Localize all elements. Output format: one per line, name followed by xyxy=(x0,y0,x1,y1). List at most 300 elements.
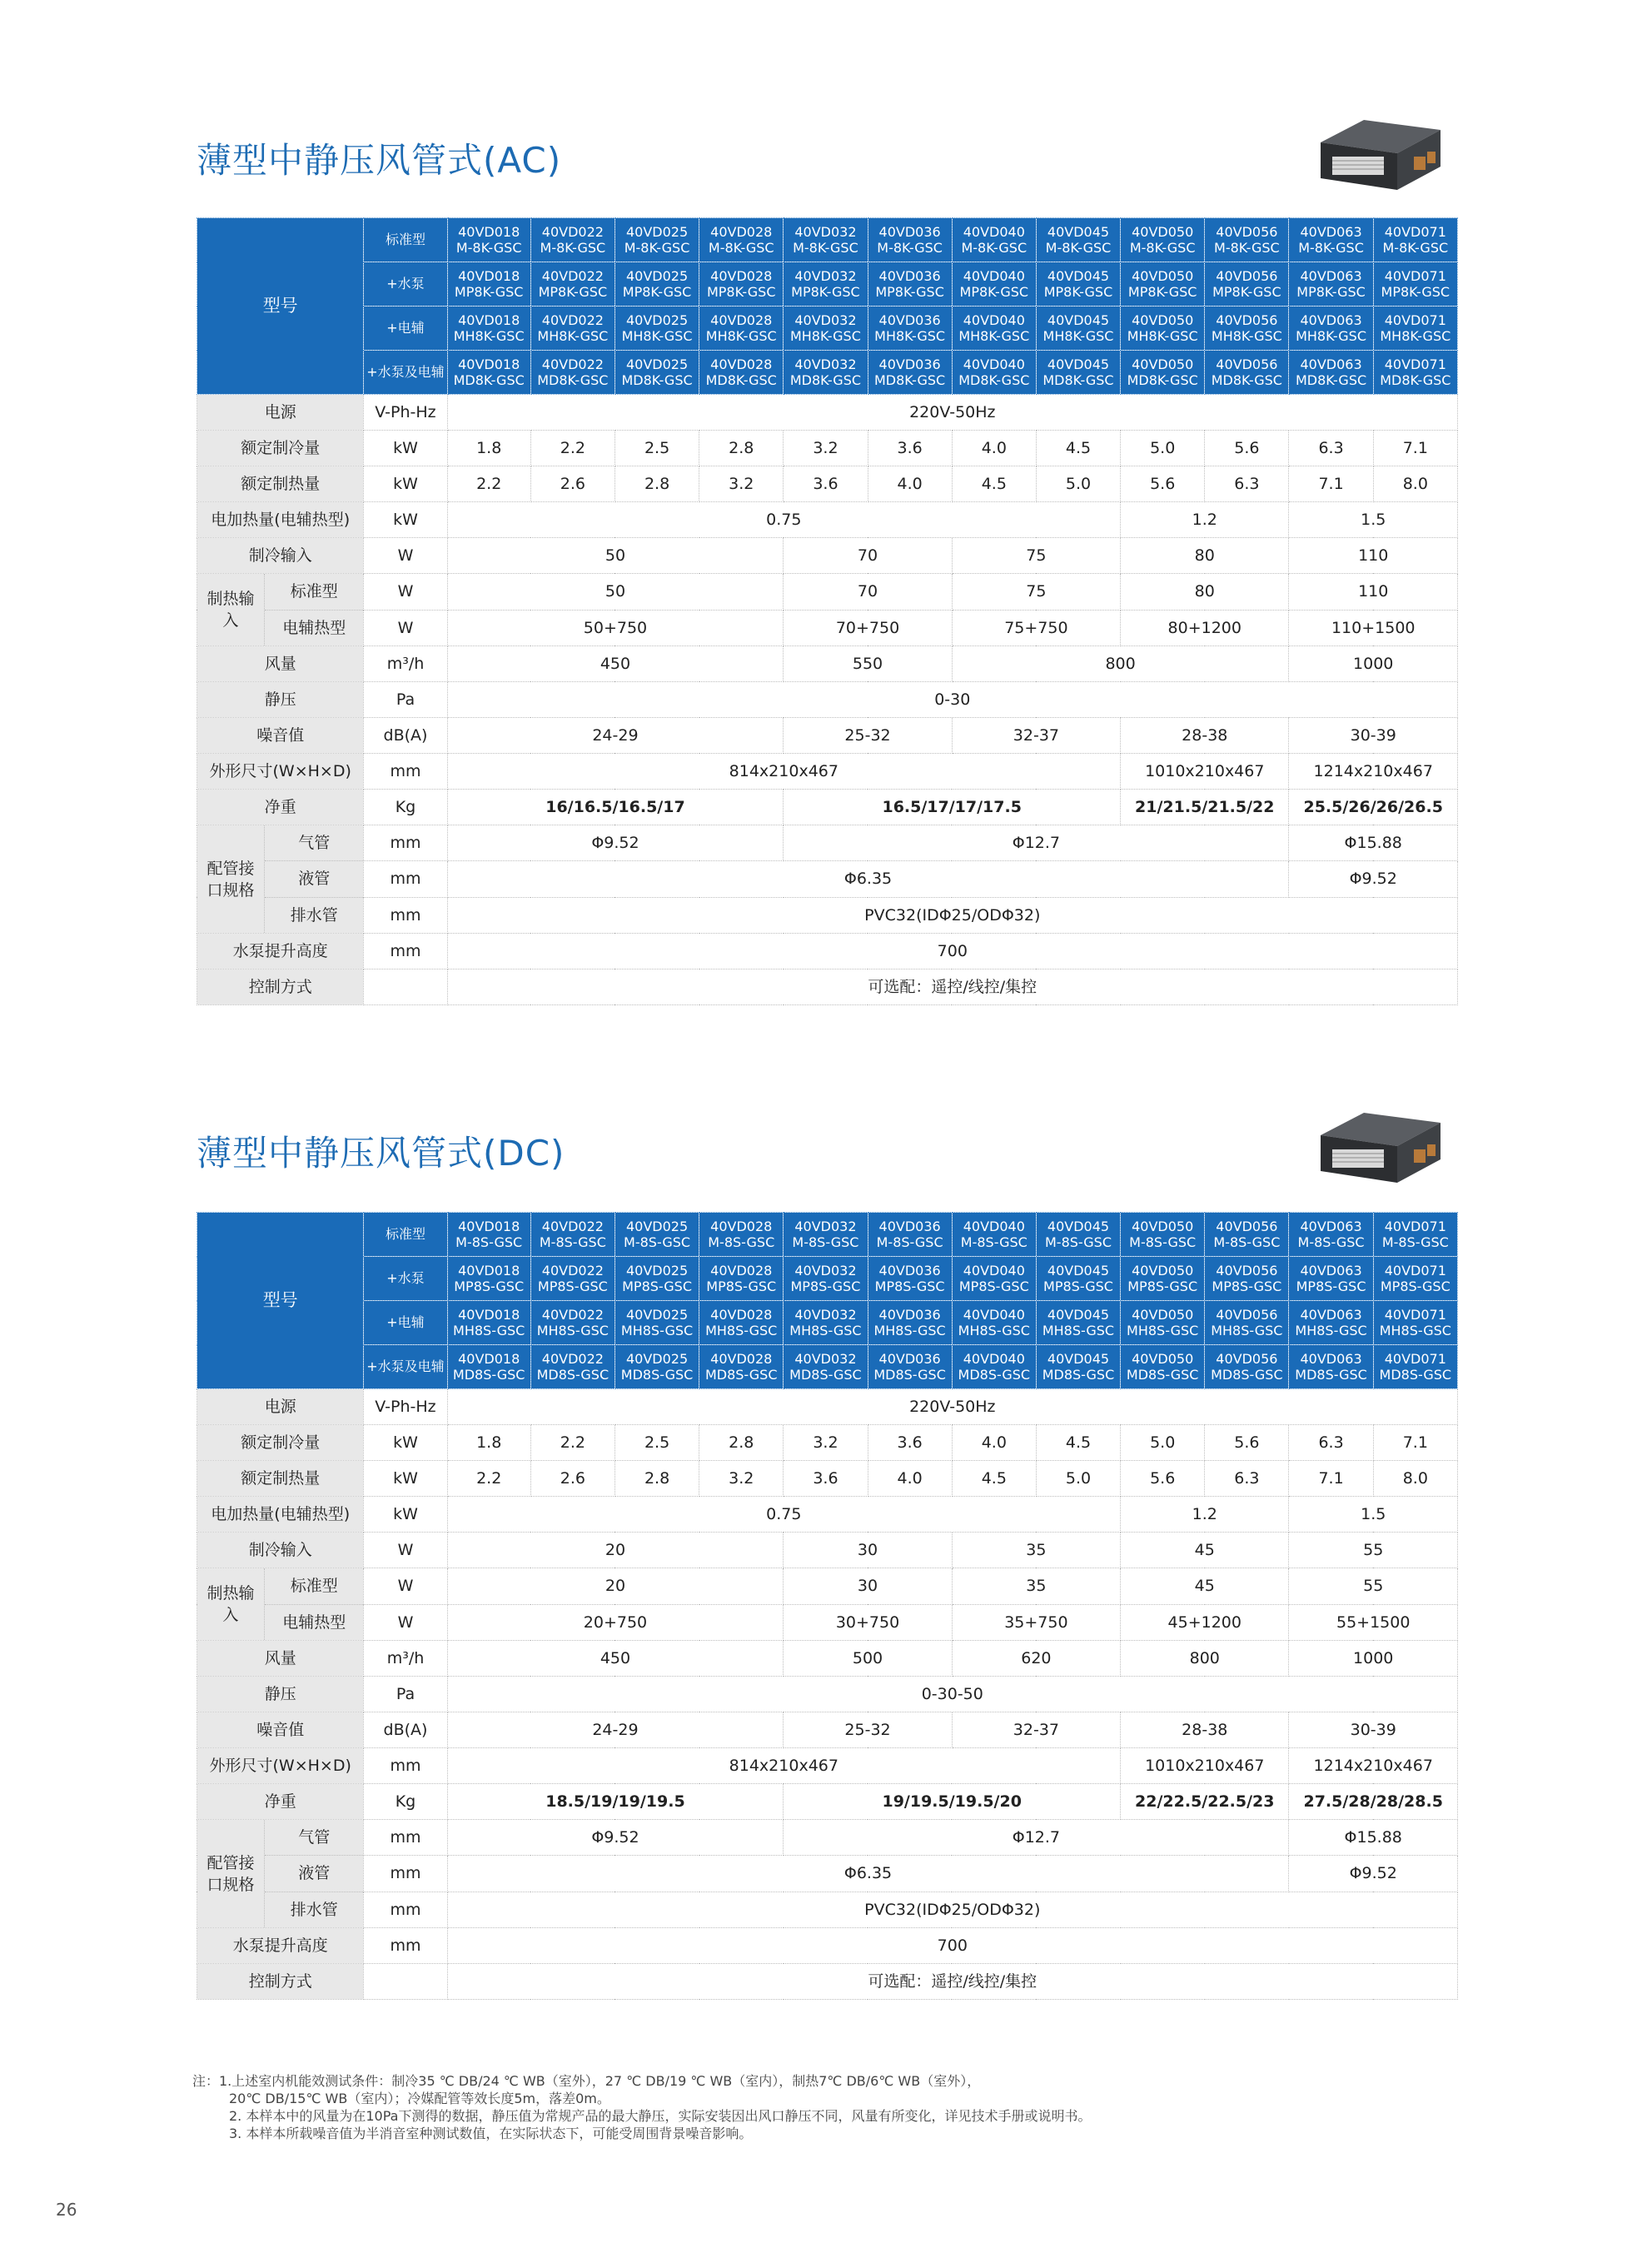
row-unit-cool_input: W xyxy=(364,1533,447,1568)
model-code-cell xyxy=(699,351,784,395)
row-unit-lift: mm xyxy=(364,934,447,969)
row-label-gas: 气管 xyxy=(265,825,363,861)
model-code-cell xyxy=(1036,1257,1120,1301)
model-code-cell xyxy=(615,307,699,351)
model-code-suffix: MP8K-GSC xyxy=(875,284,944,300)
model-code-prefix: 40VD028 xyxy=(710,268,773,284)
model-subtype-label: 标准型 xyxy=(364,1213,447,1257)
model-subtype-label: +电辅 xyxy=(364,1301,447,1345)
value-cell-liquid: Φ6.35 xyxy=(447,861,1289,897)
value-cell-cool_input: 75 xyxy=(952,538,1120,574)
model-code-suffix: M-8S-GSC xyxy=(792,1234,859,1250)
model-code-cell xyxy=(530,307,615,351)
model-code-cell xyxy=(1121,1345,1205,1389)
value-cell-cooling: 6.3 xyxy=(1289,1425,1373,1461)
model-code-suffix: MD8S-GSC xyxy=(1295,1367,1367,1383)
model-code-cell xyxy=(699,1257,784,1301)
value-cell-heat-std: 20 xyxy=(447,1568,784,1605)
model-code-cell xyxy=(952,262,1036,307)
model-code-suffix: MD8K-GSC xyxy=(874,372,946,388)
model-code-suffix: MD8S-GSC xyxy=(873,1367,946,1383)
row-unit-heat-eh: W xyxy=(364,610,447,646)
model-code-prefix: 40VD018 xyxy=(458,1219,520,1234)
model-code-suffix: MP8S-GSC xyxy=(537,1279,608,1294)
value-cell-noise: 32-37 xyxy=(952,1712,1120,1748)
model-code-prefix: 40VD025 xyxy=(625,268,689,284)
model-code-suffix: M-8K-GSC xyxy=(624,240,690,256)
model-code-cell xyxy=(952,218,1036,262)
model-code-prefix: 40VD032 xyxy=(794,356,857,372)
model-code-cell xyxy=(1121,218,1205,262)
model-code-prefix: 40VD040 xyxy=(963,224,1025,240)
model-code-cell xyxy=(868,351,952,395)
model-code-prefix: 40VD050 xyxy=(1132,356,1194,372)
model-code-cell xyxy=(868,262,952,307)
value-cell-noise: 30-39 xyxy=(1289,718,1458,754)
row-unit-cool_input: W xyxy=(364,538,447,574)
model-code-cell xyxy=(699,262,784,307)
value-cell-cool_input: 80 xyxy=(1121,538,1289,574)
model-code-suffix: M-8K-GSC xyxy=(708,240,774,256)
row-label-esp: 静压 xyxy=(197,682,364,718)
value-cell-heating: 2.6 xyxy=(530,1461,615,1497)
model-code-prefix: 40VD025 xyxy=(625,356,689,372)
model-code-prefix: 40VD063 xyxy=(1300,268,1362,284)
model-code-prefix: 40VD028 xyxy=(710,312,773,328)
model-code-cell xyxy=(699,1213,784,1257)
model-code-prefix: 40VD056 xyxy=(1216,1219,1278,1234)
model-code-cell xyxy=(447,307,530,351)
value-cell-heating: 2.2 xyxy=(447,466,530,502)
model-code-suffix: MH8K-GSC xyxy=(537,328,609,344)
model-code-prefix: 40VD018 xyxy=(458,224,520,240)
row-unit-heating: kW xyxy=(364,1461,447,1497)
value-cell-cooling: 1.8 xyxy=(447,1425,530,1461)
value-cell-heat-eh: 20+750 xyxy=(447,1604,784,1641)
model-code-cell xyxy=(784,218,868,262)
model-code-suffix: M-8S-GSC xyxy=(539,1234,606,1250)
model-code-suffix: MH8K-GSC xyxy=(705,328,777,344)
model-code-suffix: MH8S-GSC xyxy=(1379,1323,1451,1338)
model-code-suffix: MP8K-GSC xyxy=(622,284,692,300)
model-code-prefix: 40VD056 xyxy=(1216,1351,1278,1367)
model-code-prefix: 40VD018 xyxy=(458,1307,520,1323)
model-code-cell xyxy=(530,1213,615,1257)
model-code-prefix: 40VD022 xyxy=(541,1351,604,1367)
row-label-heat-input xyxy=(197,1568,364,1641)
model-code-suffix: MP8K-GSC xyxy=(959,284,1029,300)
row-label-heat-eh: 电辅热型 xyxy=(282,618,346,637)
model-subtype-label: +水泵 xyxy=(364,262,447,307)
model-code-suffix: MP8S-GSC xyxy=(622,1279,692,1294)
model-code-cell xyxy=(868,1213,952,1257)
model-code-suffix: MH8K-GSC xyxy=(1380,328,1451,344)
row-label-dim: 外形尺寸(W×H×D) xyxy=(197,754,364,790)
value-cell-noise: 24-29 xyxy=(447,1712,784,1748)
model-code-prefix: 40VD045 xyxy=(1047,268,1110,284)
model-code-cell xyxy=(1121,351,1205,395)
value-cell-airflow: 450 xyxy=(447,1641,784,1677)
value-cell-cooling: 4.5 xyxy=(1036,1425,1120,1461)
value-cell-airflow: 620 xyxy=(952,1641,1120,1677)
row-unit-power: V-Ph-Hz xyxy=(364,395,447,431)
model-code-suffix: M-8K-GSC xyxy=(1214,240,1280,256)
model-code-cell xyxy=(615,1345,699,1389)
value-cell-eheat: 0.75 xyxy=(447,1497,1121,1533)
row-label-eheat: 电加热量(电辅热型) xyxy=(197,1497,364,1533)
model-code-suffix: MH8S-GSC xyxy=(1042,1323,1115,1338)
value-cell-heating: 2.8 xyxy=(615,466,699,502)
model-code-cell xyxy=(1205,307,1289,351)
model-code-prefix: 40VD022 xyxy=(541,268,604,284)
model-code-prefix: 40VD045 xyxy=(1047,1219,1110,1234)
model-code-suffix: MD8S-GSC xyxy=(620,1367,694,1383)
model-code-suffix: MP8S-GSC xyxy=(790,1279,861,1294)
model-code-cell xyxy=(1036,307,1120,351)
row-label-control: 控制方式 xyxy=(197,1964,364,2000)
model-code-suffix: MP8S-GSC xyxy=(1043,1279,1113,1294)
row-label-heating: 额定制热量 xyxy=(197,466,364,502)
model-code-cell xyxy=(1205,218,1289,262)
value-cell-heating: 7.1 xyxy=(1289,466,1373,502)
pipe-group-label: 配管接口规格 xyxy=(206,1853,255,1894)
model-code-cell xyxy=(1036,1345,1120,1389)
value-cell-heating: 4.5 xyxy=(952,1461,1036,1497)
value-cell-lift: 700 xyxy=(447,934,1457,969)
value-cell-heat-eh: 50+750 xyxy=(447,610,784,646)
value-cell-weight: 16.5/17/17/17.5 xyxy=(784,790,1121,825)
value-cell-cooling: 3.6 xyxy=(868,431,952,466)
model-header-label: 型号 xyxy=(197,1213,364,1389)
value-cell-eheat: 0.75 xyxy=(447,502,1121,538)
value-cell-weight: 18.5/19/19/19.5 xyxy=(447,1784,784,1820)
row-unit-cooling: kW xyxy=(364,1425,447,1461)
value-cell-gas: Φ12.7 xyxy=(784,825,1289,861)
model-code-cell xyxy=(447,262,530,307)
model-code-cell xyxy=(784,1257,868,1301)
value-cell-airflow: 1000 xyxy=(1289,1641,1458,1677)
value-cell-heating: 5.0 xyxy=(1036,466,1120,502)
model-code-cell xyxy=(784,262,868,307)
note-line: 20℃ DB/15℃ WB（室内）；冷媒配管等效长度5m，落差0m。 xyxy=(229,2091,610,2106)
model-code-cell xyxy=(447,218,530,262)
value-cell-cooling: 5.0 xyxy=(1121,1425,1205,1461)
model-code-suffix: M-8S-GSC xyxy=(1044,1234,1112,1250)
section-title-dc: 薄型中静压风管式(DC) xyxy=(197,1133,565,1174)
model-code-suffix: MP8S-GSC xyxy=(1380,1279,1450,1294)
value-cell-cooling: 2.2 xyxy=(530,1425,615,1461)
model-code-prefix: 40VD045 xyxy=(1047,312,1110,328)
value-cell-gas: Φ15.88 xyxy=(1289,1820,1458,1856)
value-cell-heat-std: 110 xyxy=(1289,574,1458,611)
model-subtype-label: +电辅 xyxy=(364,307,447,351)
model-code-prefix: 40VD032 xyxy=(794,1351,857,1367)
model-code-suffix: MH8S-GSC xyxy=(789,1323,862,1338)
value-cell-heating: 5.6 xyxy=(1121,1461,1205,1497)
model-code-suffix: MH8K-GSC xyxy=(1127,328,1198,344)
model-code-prefix: 40VD028 xyxy=(710,224,773,240)
row-unit-drain: mm xyxy=(364,1892,447,1927)
row-unit-cooling: kW xyxy=(364,431,447,466)
model-code-cell xyxy=(530,218,615,262)
model-code-cell xyxy=(952,1345,1036,1389)
model-code-prefix: 40VD050 xyxy=(1132,1351,1194,1367)
value-cell-heat-std: 35 xyxy=(952,1568,1120,1605)
value-cell-gas: Φ9.52 xyxy=(447,1820,784,1856)
value-cell-heating: 4.0 xyxy=(868,466,952,502)
row-label-lift: 水泵提升高度 xyxy=(197,934,364,969)
model-code-prefix: 40VD032 xyxy=(794,1307,857,1323)
model-code-cell xyxy=(1036,1301,1120,1345)
value-cell-heating: 4.5 xyxy=(952,466,1036,502)
model-code-suffix: M-8S-GSC xyxy=(708,1234,775,1250)
value-cell-dim: 814x210x467 xyxy=(447,1748,1121,1784)
model-code-prefix: 40VD040 xyxy=(963,1263,1025,1279)
model-code-suffix: MD8S-GSC xyxy=(452,1367,525,1383)
row-unit-esp: Pa xyxy=(364,1677,447,1712)
model-code-suffix: MP8S-GSC xyxy=(706,1279,777,1294)
row-unit-gas: mm xyxy=(364,1820,447,1856)
model-code-suffix: MH8S-GSC xyxy=(620,1323,694,1338)
model-code-suffix: MP8S-GSC xyxy=(454,1279,525,1294)
model-code-prefix: 40VD071 xyxy=(1384,1263,1446,1279)
value-cell-weight: 19/19.5/19.5/20 xyxy=(784,1784,1121,1820)
value-cell-cooling: 4.0 xyxy=(952,1425,1036,1461)
model-code-suffix: MD8K-GSC xyxy=(1380,372,1451,388)
value-cell-heating: 6.3 xyxy=(1205,1461,1289,1497)
model-code-prefix: 40VD071 xyxy=(1384,268,1446,284)
model-code-cell xyxy=(530,1257,615,1301)
value-cell-heat-eh: 30+750 xyxy=(784,1604,952,1641)
model-code-cell xyxy=(1036,1213,1120,1257)
row-label-eheat: 电加热量(电辅热型) xyxy=(197,502,364,538)
model-code-suffix: MP8S-GSC xyxy=(1212,1279,1282,1294)
model-code-cell xyxy=(530,1345,615,1389)
model-code-suffix: M-8S-GSC xyxy=(876,1234,943,1250)
row-label-cool_input: 制冷输入 xyxy=(197,1533,364,1568)
model-code-suffix: MP8K-GSC xyxy=(1381,284,1450,300)
value-cell-heating: 3.6 xyxy=(784,466,868,502)
model-code-prefix: 40VD025 xyxy=(625,1263,689,1279)
model-code-cell xyxy=(1036,262,1120,307)
row-label-heat-std: 标准型 xyxy=(265,1568,363,1605)
row-label-heat-std: 标准型 xyxy=(265,574,363,611)
row-label-airflow: 风量 xyxy=(197,646,364,682)
model-code-suffix: M-8S-GSC xyxy=(624,1234,691,1250)
value-cell-cool_input: 35 xyxy=(952,1533,1120,1568)
model-code-suffix: MD8S-GSC xyxy=(1211,1367,1283,1383)
model-code-cell xyxy=(1205,1213,1289,1257)
model-code-prefix: 40VD063 xyxy=(1300,1263,1362,1279)
model-code-prefix: 40VD071 xyxy=(1384,356,1446,372)
value-cell-noise: 32-37 xyxy=(952,718,1120,754)
row-label-power: 电源 xyxy=(197,1389,364,1425)
model-code-prefix: 40VD032 xyxy=(794,312,857,328)
model-code-cell xyxy=(1036,218,1120,262)
model-code-prefix: 40VD056 xyxy=(1216,224,1278,240)
model-code-prefix: 40VD025 xyxy=(625,1351,689,1367)
model-code-prefix: 40VD036 xyxy=(878,1307,941,1323)
value-cell-cooling: 6.3 xyxy=(1289,431,1373,466)
model-code-cell xyxy=(1121,1301,1205,1345)
model-code-suffix: MD8K-GSC xyxy=(958,372,1030,388)
model-code-suffix: MP8S-GSC xyxy=(1296,1279,1366,1294)
model-code-prefix: 40VD063 xyxy=(1300,312,1362,328)
model-code-prefix: 40VD022 xyxy=(541,224,604,240)
model-code-prefix: 40VD063 xyxy=(1300,1219,1362,1234)
spec-table-dc xyxy=(197,1212,1458,2000)
model-code-prefix: 40VD071 xyxy=(1384,1307,1446,1323)
model-code-cell xyxy=(447,1301,530,1345)
value-cell-dim: 1214x210x467 xyxy=(1289,754,1458,790)
model-code-prefix: 40VD018 xyxy=(458,1263,520,1279)
row-unit-weight: Kg xyxy=(364,790,447,825)
model-code-prefix: 40VD022 xyxy=(541,312,604,328)
model-code-cell xyxy=(447,351,530,395)
model-code-prefix: 40VD071 xyxy=(1384,224,1446,240)
row-unit-airflow: m³/h xyxy=(364,646,447,682)
model-code-prefix: 40VD063 xyxy=(1300,1351,1362,1367)
model-code-cell xyxy=(1121,307,1205,351)
model-code-cell xyxy=(447,1345,530,1389)
model-code-prefix: 40VD036 xyxy=(878,268,941,284)
model-code-suffix: MD8K-GSC xyxy=(1211,372,1282,388)
value-cell-cooling: 2.5 xyxy=(615,1425,699,1461)
model-code-suffix: MP8K-GSC xyxy=(538,284,608,300)
model-code-suffix: MD8K-GSC xyxy=(789,372,862,388)
value-cell-noise: 30-39 xyxy=(1289,1712,1458,1748)
row-unit-control xyxy=(364,1964,447,2000)
row-label-noise: 噪音值 xyxy=(197,1712,364,1748)
value-cell-dim: 814x210x467 xyxy=(447,754,1121,790)
model-code-prefix: 40VD036 xyxy=(878,312,941,328)
note-line: 3. 本样本所载噪音值为半消音室种测试数值，在实际状态下，可能受周围背景噪音影响。 xyxy=(229,2126,753,2141)
row-label-liquid: 液管 xyxy=(265,861,363,897)
value-cell-heating: 2.6 xyxy=(530,466,615,502)
value-cell-weight: 22/22.5/22.5/23 xyxy=(1121,1784,1289,1820)
row-label-drain: 排水管 xyxy=(290,1900,338,1919)
model-code-suffix: MP8K-GSC xyxy=(1127,284,1197,300)
value-cell-heating: 8.0 xyxy=(1373,1461,1457,1497)
value-cell-airflow: 450 xyxy=(447,646,784,682)
model-code-cell xyxy=(447,1257,530,1301)
model-code-suffix: MD8S-GSC xyxy=(1126,1367,1199,1383)
value-cell-heat-std: 75 xyxy=(952,574,1120,611)
model-code-prefix: 40VD056 xyxy=(1216,356,1278,372)
model-code-prefix: 40VD032 xyxy=(794,1263,857,1279)
value-cell-liquid: Φ9.52 xyxy=(1289,861,1458,897)
value-cell-cool_input: 20 xyxy=(447,1533,784,1568)
model-code-cell xyxy=(1373,307,1457,351)
value-cell-noise: 24-29 xyxy=(447,718,784,754)
model-code-prefix: 40VD045 xyxy=(1047,1307,1110,1323)
row-unit-dim: mm xyxy=(364,1748,447,1784)
duct-unit-product-image xyxy=(1314,113,1447,197)
model-code-suffix: MH8K-GSC xyxy=(958,328,1030,344)
value-cell-eheat: 1.5 xyxy=(1289,502,1458,538)
row-label-control: 控制方式 xyxy=(197,969,364,1005)
model-code-cell xyxy=(1289,218,1373,262)
value-cell-gas: Φ12.7 xyxy=(784,1820,1289,1856)
model-code-cell xyxy=(699,307,784,351)
note-line: 2. 本样本中的风量为在10Pa下测得的数据，静压值为常规产品的最大静压，实际安装因出风口静压不同，风量有所变化，详见技术手册或说明书。 xyxy=(229,2108,1092,2124)
value-cell-liquid: Φ6.35 xyxy=(447,1856,1289,1892)
row-label-weight: 净重 xyxy=(197,1784,364,1820)
model-code-prefix: 40VD071 xyxy=(1384,312,1446,328)
model-code-prefix: 40VD050 xyxy=(1132,1307,1194,1323)
model-code-prefix: 40VD050 xyxy=(1132,1219,1194,1234)
value-cell-cool_input: 50 xyxy=(447,538,784,574)
model-code-cell xyxy=(1205,1301,1289,1345)
model-code-cell xyxy=(530,1301,615,1345)
model-code-suffix: MH8K-GSC xyxy=(1296,328,1366,344)
row-unit-control xyxy=(364,969,447,1005)
value-cell-heating: 7.1 xyxy=(1289,1461,1373,1497)
model-code-cell xyxy=(952,1213,1036,1257)
value-cell-weight: 21/21.5/21.5/22 xyxy=(1121,790,1289,825)
page-number: 26 xyxy=(56,2200,77,2220)
footnotes xyxy=(192,2072,1091,2142)
model-code-cell xyxy=(784,1345,868,1389)
value-cell-heat-eh: 110+1500 xyxy=(1289,610,1458,646)
value-cell-cooling: 5.6 xyxy=(1205,1425,1289,1461)
model-code-suffix: MH8K-GSC xyxy=(789,328,861,344)
model-code-prefix: 40VD028 xyxy=(710,356,773,372)
model-code-cell xyxy=(784,1301,868,1345)
value-cell-drain: PVC32(IDΦ25/ODΦ32) xyxy=(447,1892,1457,1927)
value-cell-cooling: 2.2 xyxy=(530,431,615,466)
value-cell-cooling: 2.8 xyxy=(699,431,784,466)
model-code-suffix: M-8K-GSC xyxy=(1045,240,1112,256)
value-cell-dim: 1010x210x467 xyxy=(1121,754,1289,790)
value-cell-cooling: 4.5 xyxy=(1036,431,1120,466)
model-code-suffix: MP8K-GSC xyxy=(706,284,776,300)
row-unit-lift: mm xyxy=(364,1928,447,1964)
model-code-cell xyxy=(615,1301,699,1345)
model-code-suffix: MH8K-GSC xyxy=(1211,328,1282,344)
model-code-suffix: M-8K-GSC xyxy=(540,240,606,256)
row-label-cool_input: 制冷输入 xyxy=(197,538,364,574)
row-label-liquid: 液管 xyxy=(265,1856,363,1892)
model-subtype-label: +水泵 xyxy=(364,1257,447,1301)
value-cell-airflow: 550 xyxy=(784,646,952,682)
value-cell-noise: 28-38 xyxy=(1121,718,1289,754)
model-code-cell xyxy=(952,307,1036,351)
model-code-suffix: MD8K-GSC xyxy=(621,372,693,388)
model-code-prefix: 40VD045 xyxy=(1047,356,1110,372)
model-code-prefix: 40VD022 xyxy=(541,1307,604,1323)
value-cell-cooling: 5.0 xyxy=(1121,431,1205,466)
model-code-cell xyxy=(1036,351,1120,395)
value-cell-airflow: 800 xyxy=(1121,1641,1289,1677)
model-code-suffix: M-8S-GSC xyxy=(1213,1234,1281,1250)
value-cell-heating: 3.6 xyxy=(784,1461,868,1497)
row-unit-dim: mm xyxy=(364,754,447,790)
model-code-suffix: M-8S-GSC xyxy=(960,1234,1028,1250)
note-line: 注：1.上述室内机能效测试条件：制冷35 ℃ DB/24 ℃ WB（室外），27 ℃ DB/19 ℃ WB（室内），制热7℃ DB/6℃ WB（室外）， xyxy=(192,2073,981,2089)
value-cell-airflow: 1000 xyxy=(1289,646,1458,682)
value-cell-heat-eh: 45+1200 xyxy=(1121,1604,1289,1641)
row-label-noise: 噪音值 xyxy=(197,718,364,754)
model-code-suffix: MH8S-GSC xyxy=(453,1323,525,1338)
value-cell-heat-std: 30 xyxy=(784,1568,952,1605)
model-code-prefix: 40VD040 xyxy=(963,1351,1025,1367)
model-code-suffix: MH8S-GSC xyxy=(1295,1323,1367,1338)
model-code-suffix: MP8S-GSC xyxy=(874,1279,945,1294)
row-unit-heat-std: W xyxy=(364,1568,447,1605)
model-code-suffix: MH8S-GSC xyxy=(873,1323,946,1338)
model-header-label: 型号 xyxy=(197,218,364,395)
